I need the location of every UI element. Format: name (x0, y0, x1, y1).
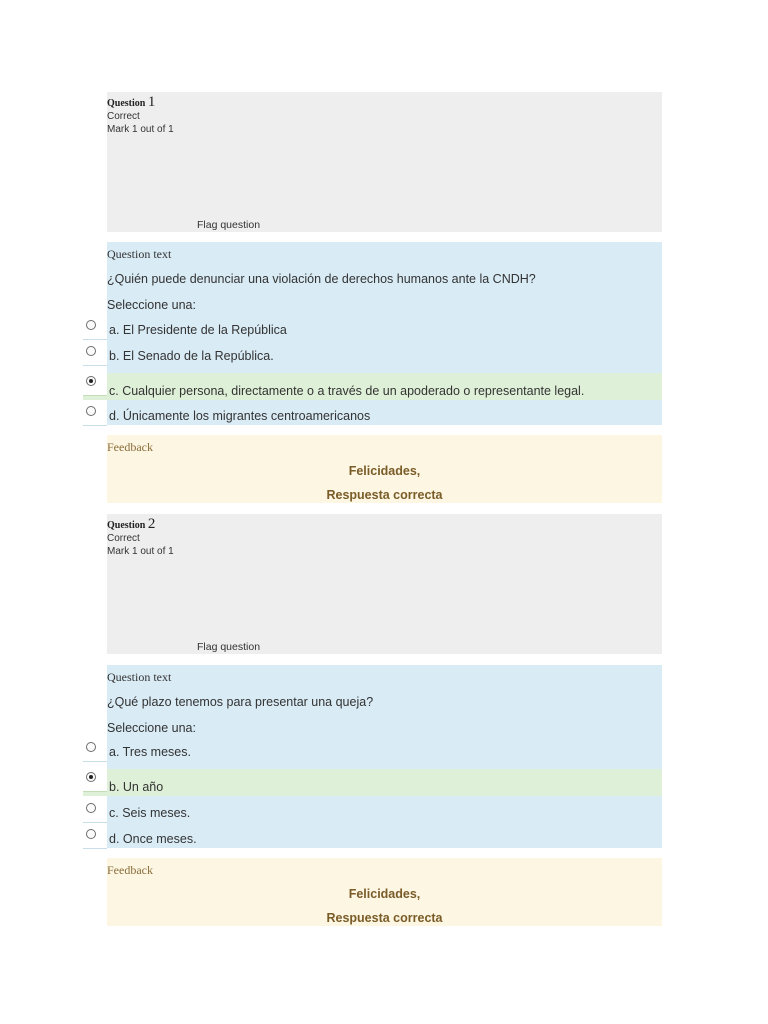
radio-unchecked-icon[interactable] (86, 803, 96, 813)
answer-option[interactable] (83, 739, 662, 764)
answer-option-label[interactable]: a. El Presidente de la República (109, 323, 287, 337)
radio-button[interactable] (83, 769, 107, 792)
question-1-info (107, 92, 662, 232)
answer-prompt: Seleccione una: (107, 298, 196, 312)
radio-button[interactable] (83, 317, 107, 340)
answer-option-label[interactable]: a. Tres meses. (109, 745, 191, 759)
question-text-label: Question text (107, 670, 172, 684)
question-2-info (107, 514, 662, 654)
answer-option[interactable] (83, 826, 662, 851)
answer-option-label[interactable]: b. El Senado de la República. (109, 349, 274, 363)
question-1-feedback (107, 435, 662, 503)
question-state: Correct (107, 111, 140, 122)
question-text-label: Question text (107, 247, 172, 261)
question-grade: Mark 1 out of 1 (107, 546, 174, 557)
radio-unchecked-icon[interactable] (86, 320, 96, 330)
radio-button[interactable] (83, 403, 107, 426)
radio-dot (89, 775, 93, 779)
radio-button[interactable] (83, 800, 107, 823)
radio-checked-icon[interactable] (86, 772, 96, 782)
feedback-label: Feedback (107, 440, 153, 454)
question-grade: Mark 1 out of 1 (107, 124, 174, 135)
feedback-message: Felicidades, (348, 464, 421, 478)
answer-option[interactable] (83, 800, 662, 825)
question-2-feedback (107, 858, 662, 926)
answer-option-label[interactable]: d. Once meses. (109, 832, 197, 846)
flag-question-link[interactable]: Flag question (197, 219, 261, 231)
radio-checked-icon[interactable] (86, 376, 96, 386)
answer-option[interactable] (83, 343, 662, 368)
radio-dot (89, 379, 93, 383)
radio-button[interactable] (83, 826, 107, 849)
radio-unchecked-icon[interactable] (86, 829, 96, 839)
answer-option-selected[interactable] (83, 373, 662, 400)
question-number: Question 1 (107, 94, 156, 110)
feedback-result: Respuesta correcta (326, 488, 443, 502)
feedback-label: Feedback (107, 863, 153, 877)
radio-button[interactable] (83, 373, 107, 396)
feedback-message: Felicidades, (348, 887, 421, 901)
question-number: Question 2 (107, 516, 156, 532)
radio-button[interactable] (83, 343, 107, 366)
answer-option-label[interactable]: d. Únicamente los migrantes centroamericanos (109, 409, 371, 423)
flag-question-link[interactable]: Flag question (197, 641, 261, 653)
feedback-result: Respuesta correcta (326, 911, 443, 925)
radio-button[interactable] (83, 739, 107, 762)
answer-option[interactable] (83, 403, 662, 428)
answer-option-label[interactable]: c. Seis meses. (109, 806, 191, 820)
answer-option-label[interactable]: c. Cualquier persona, directamente o a través de un apoderado o representante legal. (109, 384, 585, 398)
question-text: ¿Qué plazo tenemos para presentar una queja? (107, 695, 374, 709)
answer-option-selected[interactable] (83, 769, 662, 796)
answer-option[interactable] (83, 317, 662, 342)
radio-unchecked-icon[interactable] (86, 406, 96, 416)
radio-unchecked-icon[interactable] (86, 742, 96, 752)
answer-prompt: Seleccione una: (107, 721, 196, 735)
question-text: ¿Quién puede denunciar una violación de derechos humanos ante la CNDH? (107, 272, 536, 286)
question-state: Correct (107, 533, 140, 544)
radio-unchecked-icon[interactable] (86, 346, 96, 356)
answer-option-label[interactable]: b. Un año (109, 780, 164, 794)
